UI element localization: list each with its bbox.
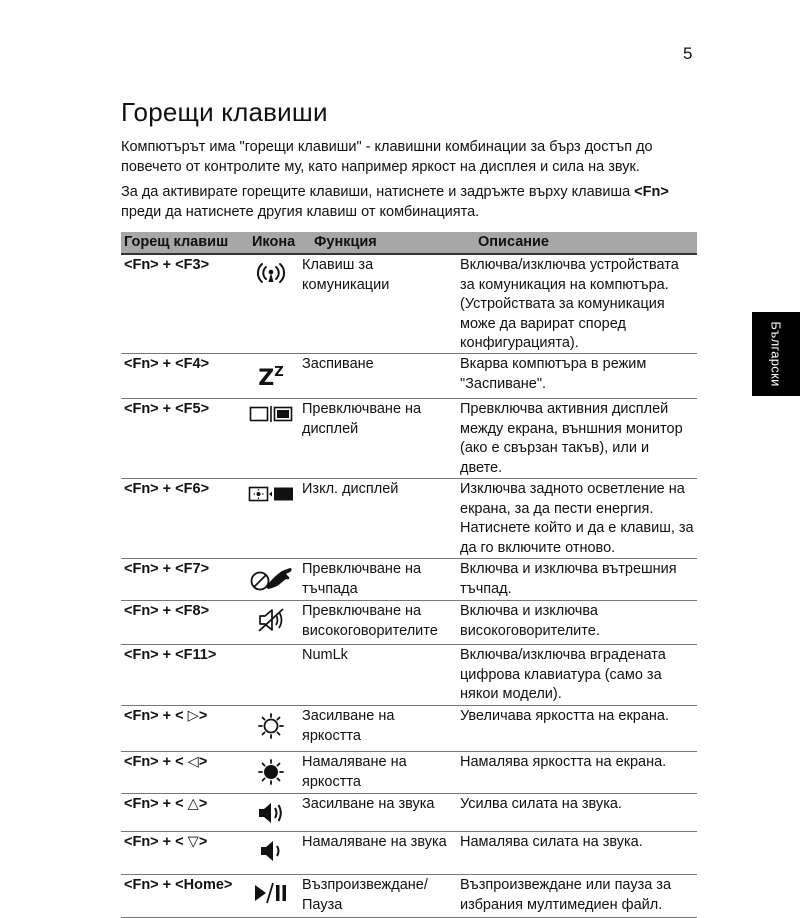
- function-cell: Изкл. дисплей: [302, 481, 399, 497]
- function-cell: Намаляване на яркостта: [302, 754, 407, 790]
- description-cell: Включва и изключва високоговорителите.: [460, 603, 600, 639]
- icon-cell: [243, 645, 299, 705]
- icon-cell: [243, 399, 299, 478]
- speaker-toggle-icon: [256, 607, 286, 633]
- table-row: [121, 559, 697, 601]
- touchpad-toggle-icon: [248, 565, 294, 593]
- sleep-icon: $Z^Z$: [258, 365, 284, 391]
- header-description: Описание: [478, 234, 549, 250]
- brightness-down-icon: [257, 758, 285, 786]
- function-cell: Превключване на високоговорителите: [302, 603, 438, 639]
- table-row: [121, 706, 697, 752]
- language-side-tab-label: Български: [768, 321, 784, 387]
- hotkey-cell: <Fn> + <F6>: [124, 481, 210, 497]
- description-cell: Увеличава яркостта на екрана.: [460, 708, 670, 724]
- hotkey-cell: <Fn> + <F11>: [124, 647, 217, 663]
- description-cell: Включва/изключва устройствата за комуникация на компютъра. (Устройствата за комуникация може да варират според конфигурацията).: [460, 257, 679, 351]
- fn-key-label: <Fn>: [634, 184, 669, 200]
- description-cell: Включва/изключва вградената цифрова клавиатура (само за някои модели).: [460, 647, 666, 702]
- table-row: [121, 399, 697, 479]
- wireless-communication-icon: [255, 261, 287, 285]
- table-header: [121, 232, 697, 255]
- function-cell: Превключване на дисплей: [302, 401, 422, 437]
- description-cell: Включва и изключва вътрешния тъчпад.: [460, 561, 677, 597]
- header-icon: Икона: [252, 234, 296, 250]
- description-cell: Превключва активния дисплей между екрана, външния монитор (ако е свързан такъв), или и двете.: [460, 401, 683, 476]
- language-side-tab: [752, 312, 800, 396]
- hotkey-cell: <Fn> + <F8>: [124, 603, 210, 619]
- hotkey-cell: <Fn> + <Home>: [124, 877, 233, 893]
- function-cell: Засилване на звука: [302, 796, 435, 812]
- icon-cell: [243, 354, 299, 398]
- table-row: [121, 354, 697, 399]
- function-cell: Клавиш за комуникации: [302, 257, 390, 293]
- intro-paragraph-2: [121, 182, 701, 222]
- table-row: [121, 645, 697, 706]
- description-cell: Намалява силата на звука.: [460, 834, 643, 850]
- hotkeys-table: [121, 232, 697, 918]
- table-row: [121, 255, 697, 354]
- icon-cell: [243, 875, 299, 917]
- description-cell: Усилва силата на звука.: [460, 796, 622, 812]
- icon-cell: [243, 794, 299, 831]
- intro-paragraph-1: Компютърът има "горещи клавиши" - клавишни комбинации за бърз достъп до повечето от контролите му, като например яркост на дисплея и сила на звук.: [121, 139, 653, 175]
- page-title: Горещи клавиши: [121, 97, 328, 127]
- header-hotkey: Горещ клавиш: [124, 234, 229, 250]
- intro-2-text-before: За да активирате горещите клавиши, натиснете и задръжте върху клавиша: [121, 184, 635, 200]
- hotkey-cell: <Fn> + < ▽>: [124, 834, 208, 850]
- icon-cell: [243, 832, 299, 874]
- icon-cell: [243, 601, 299, 644]
- icon-cell: [243, 255, 299, 353]
- table-row: [121, 752, 697, 794]
- description-cell: Вкарва компютъра в режим "Заспиване".: [460, 356, 647, 392]
- header-function: Функция: [314, 234, 377, 250]
- table-row: [121, 479, 697, 559]
- table-row: [121, 601, 697, 645]
- hotkey-cell: <Fn> + <F3>: [124, 257, 210, 273]
- table-row: [121, 832, 697, 875]
- icon-cell: [243, 706, 299, 751]
- volume-up-icon: [256, 800, 286, 826]
- hotkey-cell: <Fn> + < △>: [124, 796, 208, 812]
- icon-cell: [243, 559, 299, 600]
- hotkey-cell: <Fn> + < ▷>: [124, 708, 208, 724]
- hotkey-cell: <Fn> + <F5>: [124, 401, 210, 417]
- description-cell: Възпроизвеждане или пауза за избрания мултимедиен файл.: [460, 877, 672, 913]
- volume-down-icon: [256, 838, 286, 864]
- page-number: 5: [683, 44, 693, 63]
- function-cell: Възпроизвеждане/ Пауза: [302, 877, 428, 913]
- function-cell: Превключване на тъчпада: [302, 561, 422, 597]
- table-row: [121, 875, 697, 918]
- intro-2-text-after: преди да натиснете другия клавиш от комбинацията.: [121, 204, 480, 220]
- description-cell: Изключва задното осветление на екрана, за да пести енергия. Натиснете който и да е клавиш, за да го включите отново.: [460, 481, 694, 556]
- function-cell: Засилване на яркостта: [302, 708, 395, 744]
- display-switch-icon: [249, 405, 293, 423]
- icon-cell: [243, 479, 299, 558]
- table-row: [121, 794, 697, 832]
- hotkey-cell: <Fn> + < ◁>: [124, 754, 208, 770]
- function-cell: NumLk: [302, 647, 348, 663]
- display-off-icon: [248, 485, 294, 503]
- function-cell: Намаляване на звука: [302, 834, 447, 850]
- hotkey-cell: <Fn> + <F7>: [124, 561, 210, 577]
- function-cell: Заспиване: [302, 356, 374, 372]
- icon-cell: [243, 752, 299, 793]
- brightness-up-icon: [257, 712, 285, 740]
- play-pause-icon: [252, 881, 290, 905]
- description-cell: Намалява яркостта на екрана.: [460, 754, 667, 770]
- hotkey-cell: <Fn> + <F4>: [124, 356, 210, 372]
